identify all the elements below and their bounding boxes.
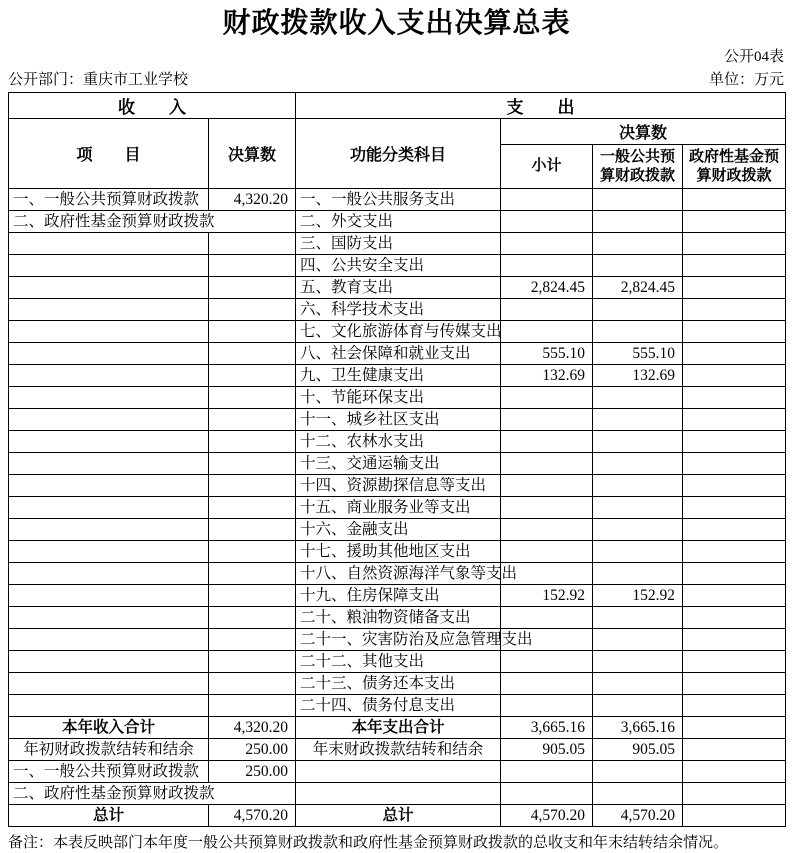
meta-line bbox=[0, 71, 793, 89]
expense-item-cell: 五、教育支出 bbox=[296, 277, 501, 299]
expense-item-cell bbox=[296, 761, 501, 783]
expense-item-cell: 年末财政拨款结转和结余 bbox=[296, 739, 501, 761]
income-amount-cell bbox=[209, 673, 296, 695]
income-item-cell: 二、政府性基金预算财政拨款 bbox=[9, 783, 296, 805]
income-amount-cell bbox=[209, 431, 296, 453]
table-row bbox=[9, 321, 786, 343]
col-header-item: 项 目 bbox=[9, 119, 209, 189]
expense-fund-cell bbox=[683, 585, 786, 607]
table-row bbox=[9, 497, 786, 519]
col-header-functional-subject: 功能分类科目 bbox=[296, 119, 501, 189]
income-item-cell bbox=[9, 585, 209, 607]
expense-fund-cell bbox=[683, 387, 786, 409]
expense-subtotal-cell bbox=[501, 695, 593, 717]
income-item-cell: 二、政府性基金预算财政拨款 bbox=[9, 211, 296, 233]
column-header-row bbox=[9, 119, 786, 145]
expense-general-cell bbox=[593, 519, 683, 541]
table-row bbox=[9, 189, 786, 211]
income-item-cell bbox=[9, 629, 209, 651]
income-amount-cell bbox=[209, 299, 296, 321]
expense-general-cell bbox=[593, 673, 683, 695]
income-amount-cell bbox=[209, 475, 296, 497]
expense-item-cell: 十三、交通运输支出 bbox=[296, 453, 501, 475]
col-header-income-amount: 决算数 bbox=[209, 119, 296, 189]
table-row bbox=[9, 475, 786, 497]
expense-fund-cell bbox=[683, 299, 786, 321]
table-row bbox=[9, 409, 786, 431]
table-row bbox=[9, 739, 786, 761]
income-amount-cell bbox=[209, 233, 296, 255]
expense-item-cell: 本年支出合计 bbox=[296, 717, 501, 739]
table-body bbox=[9, 189, 786, 827]
expense-fund-cell bbox=[683, 805, 786, 827]
expense-fund-cell bbox=[683, 409, 786, 431]
income-item-cell bbox=[9, 541, 209, 563]
expense-subtotal-cell: 4,570.20 bbox=[501, 805, 593, 827]
expense-item-cell: 十九、住房保障支出 bbox=[296, 585, 501, 607]
expense-item-cell: 总计 bbox=[296, 805, 501, 827]
expense-fund-cell bbox=[683, 673, 786, 695]
table-header bbox=[9, 93, 786, 189]
expense-general-cell: 555.10 bbox=[593, 343, 683, 365]
income-amount-cell bbox=[209, 343, 296, 365]
expense-fund-cell bbox=[683, 233, 786, 255]
income-item-cell: 一、一般公共预算财政拨款 bbox=[9, 189, 209, 211]
income-item-cell: 总计 bbox=[9, 805, 209, 827]
table-row bbox=[9, 563, 786, 585]
income-amount-cell: 4,570.20 bbox=[209, 805, 296, 827]
expense-fund-cell bbox=[683, 563, 786, 585]
table-row bbox=[9, 761, 786, 783]
expense-general-cell bbox=[593, 321, 683, 343]
expense-subtotal-cell bbox=[501, 783, 593, 805]
table-row bbox=[9, 805, 786, 827]
expense-item-cell: 十七、援助其他地区支出 bbox=[296, 541, 501, 563]
expense-fund-cell bbox=[683, 651, 786, 673]
expense-section-header: 支 出 bbox=[296, 93, 786, 119]
income-amount-cell bbox=[209, 409, 296, 431]
expense-item-cell: 十六、金融支出 bbox=[296, 519, 501, 541]
income-item-cell bbox=[9, 255, 209, 277]
income-item-cell bbox=[9, 673, 209, 695]
expense-item-cell: 十一、城乡社区支出 bbox=[296, 409, 501, 431]
table-row bbox=[9, 233, 786, 255]
col-header-gov-fund: 政府性基金预算财政拨款 bbox=[683, 145, 786, 189]
expense-subtotal-cell bbox=[501, 431, 593, 453]
income-amount-cell bbox=[209, 255, 296, 277]
expense-item-cell: 十四、资源勘探信息等支出 bbox=[296, 475, 501, 497]
income-item-cell bbox=[9, 321, 209, 343]
expense-item-cell bbox=[296, 783, 501, 805]
expense-subtotal-cell bbox=[501, 541, 593, 563]
income-amount-cell bbox=[209, 563, 296, 585]
expense-subtotal-cell: 555.10 bbox=[501, 343, 593, 365]
budget-table bbox=[8, 92, 786, 827]
income-amount-cell bbox=[209, 629, 296, 651]
income-item-cell bbox=[9, 453, 209, 475]
report-page bbox=[0, 7, 793, 853]
col-header-expense-amount-group: 决算数 bbox=[501, 119, 786, 145]
expense-general-cell: 4,570.20 bbox=[593, 805, 683, 827]
expense-subtotal-cell bbox=[501, 761, 593, 783]
expense-general-cell bbox=[593, 409, 683, 431]
income-amount-cell: 4,320.20 bbox=[209, 717, 296, 739]
income-item-cell bbox=[9, 409, 209, 431]
expense-subtotal-cell bbox=[501, 651, 593, 673]
expense-fund-cell bbox=[683, 365, 786, 387]
table-row bbox=[9, 255, 786, 277]
table-row bbox=[9, 629, 786, 651]
expense-subtotal-cell bbox=[501, 255, 593, 277]
table-row bbox=[9, 211, 786, 233]
expense-fund-cell bbox=[683, 431, 786, 453]
expense-general-cell bbox=[593, 541, 683, 563]
expense-fund-cell bbox=[683, 277, 786, 299]
expense-general-cell bbox=[593, 629, 683, 651]
expense-general-cell bbox=[593, 783, 683, 805]
expense-item-cell: 三、国防支出 bbox=[296, 233, 501, 255]
table-row bbox=[9, 541, 786, 563]
expense-fund-cell bbox=[683, 475, 786, 497]
expense-general-cell bbox=[593, 651, 683, 673]
col-header-subtotal: 小计 bbox=[501, 145, 593, 189]
expense-general-cell bbox=[593, 607, 683, 629]
income-item-cell bbox=[9, 343, 209, 365]
table-row bbox=[9, 519, 786, 541]
expense-general-cell bbox=[593, 497, 683, 519]
table-row bbox=[9, 585, 786, 607]
expense-general-cell bbox=[593, 255, 683, 277]
table-code: 公开04表 bbox=[723, 49, 784, 65]
table-row bbox=[9, 299, 786, 321]
income-section-header: 收 入 bbox=[9, 93, 296, 119]
expense-general-cell bbox=[593, 563, 683, 585]
income-item-cell bbox=[9, 387, 209, 409]
expense-subtotal-cell: 152.92 bbox=[501, 585, 593, 607]
income-item-cell bbox=[9, 607, 209, 629]
income-amount-cell bbox=[209, 453, 296, 475]
expense-item-cell: 八、社会保障和就业支出 bbox=[296, 343, 501, 365]
expense-general-cell bbox=[593, 299, 683, 321]
expense-item-cell: 二十二、其他支出 bbox=[296, 651, 501, 673]
expense-fund-cell bbox=[683, 761, 786, 783]
income-amount-cell bbox=[209, 607, 296, 629]
income-amount-cell: 4,320.20 bbox=[209, 189, 296, 211]
expense-subtotal-cell bbox=[501, 607, 593, 629]
expense-fund-cell bbox=[683, 343, 786, 365]
table-row bbox=[9, 607, 786, 629]
expense-subtotal-cell bbox=[501, 453, 593, 475]
table-row bbox=[9, 431, 786, 453]
expense-fund-cell bbox=[683, 497, 786, 519]
expense-item-cell: 九、卫生健康支出 bbox=[296, 365, 501, 387]
table-row bbox=[9, 717, 786, 739]
expense-fund-cell bbox=[683, 739, 786, 761]
table-row bbox=[9, 695, 786, 717]
expense-subtotal-cell bbox=[501, 189, 593, 211]
table-row bbox=[9, 277, 786, 299]
income-item-cell bbox=[9, 299, 209, 321]
expense-fund-cell bbox=[683, 189, 786, 211]
table-row bbox=[9, 651, 786, 673]
income-amount-cell bbox=[209, 277, 296, 299]
table-row bbox=[9, 387, 786, 409]
income-amount-cell bbox=[209, 585, 296, 607]
expense-item-cell: 十二、农林水支出 bbox=[296, 431, 501, 453]
income-amount-cell bbox=[209, 497, 296, 519]
expense-fund-cell bbox=[683, 717, 786, 739]
expense-general-cell bbox=[593, 387, 683, 409]
expense-subtotal-cell: 905.05 bbox=[501, 739, 593, 761]
expense-fund-cell bbox=[683, 519, 786, 541]
expense-subtotal-cell bbox=[501, 673, 593, 695]
income-amount-cell bbox=[209, 321, 296, 343]
expense-fund-cell bbox=[683, 453, 786, 475]
table-row bbox=[9, 453, 786, 475]
expense-subtotal-cell bbox=[501, 299, 593, 321]
expense-subtotal-cell bbox=[501, 497, 593, 519]
income-item-cell bbox=[9, 695, 209, 717]
expense-general-cell: 2,824.45 bbox=[593, 277, 683, 299]
section-header-row bbox=[9, 93, 786, 119]
page-title: 财政拨款收入支出决算总表 bbox=[222, 7, 571, 38]
col-header-general-budget: 一般公共预算财政拨款 bbox=[593, 145, 683, 189]
expense-general-cell bbox=[593, 233, 683, 255]
table-row bbox=[9, 365, 786, 387]
table-row bbox=[9, 783, 786, 805]
income-item-cell bbox=[9, 475, 209, 497]
expense-fund-cell bbox=[683, 783, 786, 805]
income-amount-cell: 250.00 bbox=[209, 761, 296, 783]
expense-general-cell bbox=[593, 431, 683, 453]
expense-item-cell: 十五、商业服务业等支出 bbox=[296, 497, 501, 519]
income-item-cell: 本年收入合计 bbox=[9, 717, 209, 739]
expense-item-cell: 七、文化旅游体育与传媒支出 bbox=[296, 321, 501, 343]
table-row bbox=[9, 343, 786, 365]
table-note: 备注：本表反映部门本年度一般公共预算财政拨款和政府性基金预算财政拨款的总收支和年末结转结余情况。 bbox=[8, 835, 729, 851]
expense-fund-cell bbox=[683, 321, 786, 343]
expense-subtotal-cell: 3,665.16 bbox=[501, 717, 593, 739]
expense-item-cell: 一、一般公共服务支出 bbox=[296, 189, 501, 211]
table-row bbox=[9, 673, 786, 695]
income-item-cell bbox=[9, 651, 209, 673]
expense-general-cell: 905.05 bbox=[593, 739, 683, 761]
expense-subtotal-cell bbox=[501, 475, 593, 497]
income-item-cell bbox=[9, 365, 209, 387]
expense-general-cell: 152.92 bbox=[593, 585, 683, 607]
expense-general-cell bbox=[593, 695, 683, 717]
expense-subtotal-cell bbox=[501, 387, 593, 409]
expense-subtotal-cell: 132.69 bbox=[501, 365, 593, 387]
income-item-cell bbox=[9, 497, 209, 519]
income-item-cell: 年初财政拨款结转和结余 bbox=[9, 739, 209, 761]
income-amount-cell bbox=[209, 541, 296, 563]
expense-subtotal-cell: 2,824.45 bbox=[501, 277, 593, 299]
income-item-cell bbox=[9, 563, 209, 585]
income-amount-cell bbox=[209, 519, 296, 541]
income-amount-cell bbox=[209, 365, 296, 387]
expense-general-cell: 3,665.16 bbox=[593, 717, 683, 739]
expense-item-cell: 二十、粮油物资储备支出 bbox=[296, 607, 501, 629]
expense-subtotal-cell bbox=[501, 233, 593, 255]
expense-general-cell bbox=[593, 475, 683, 497]
department-label: 公开部门：重庆市工业学校 bbox=[8, 72, 189, 88]
expense-general-cell bbox=[593, 453, 683, 475]
income-item-cell: 一、一般公共预算财政拨款 bbox=[9, 761, 209, 783]
expense-subtotal-cell bbox=[501, 519, 593, 541]
expense-fund-cell bbox=[683, 255, 786, 277]
expense-item-cell: 四、公共安全支出 bbox=[296, 255, 501, 277]
expense-general-cell bbox=[593, 761, 683, 783]
income-amount-cell bbox=[209, 651, 296, 673]
expense-item-cell: 十八、自然资源海洋气象等支出 bbox=[296, 563, 501, 585]
income-item-cell bbox=[9, 277, 209, 299]
expense-item-cell: 二十三、债务还本支出 bbox=[296, 673, 501, 695]
expense-item-cell: 十、节能环保支出 bbox=[296, 387, 501, 409]
income-amount-cell bbox=[209, 695, 296, 717]
expense-item-cell: 二十四、债务付息支出 bbox=[296, 695, 501, 717]
expense-subtotal-cell bbox=[501, 321, 593, 343]
income-amount-cell bbox=[209, 387, 296, 409]
expense-item-cell: 六、科学技术支出 bbox=[296, 299, 501, 321]
expense-fund-cell bbox=[683, 629, 786, 651]
income-item-cell bbox=[9, 519, 209, 541]
income-item-cell bbox=[9, 431, 209, 453]
unit-label: 单位：万元 bbox=[708, 72, 784, 88]
income-amount-cell: 250.00 bbox=[209, 739, 296, 761]
expense-fund-cell bbox=[683, 695, 786, 717]
expense-fund-cell bbox=[683, 541, 786, 563]
expense-subtotal-cell bbox=[501, 409, 593, 431]
expense-general-cell: 132.69 bbox=[593, 365, 683, 387]
expense-item-cell: 二十一、灾害防治及应急管理支出 bbox=[296, 629, 501, 651]
expense-item-cell: 二、外交支出 bbox=[296, 211, 501, 233]
expense-general-cell bbox=[593, 211, 683, 233]
expense-subtotal-cell bbox=[501, 211, 593, 233]
income-item-cell bbox=[9, 233, 209, 255]
expense-fund-cell bbox=[683, 211, 786, 233]
expense-general-cell bbox=[593, 189, 683, 211]
expense-fund-cell bbox=[683, 607, 786, 629]
